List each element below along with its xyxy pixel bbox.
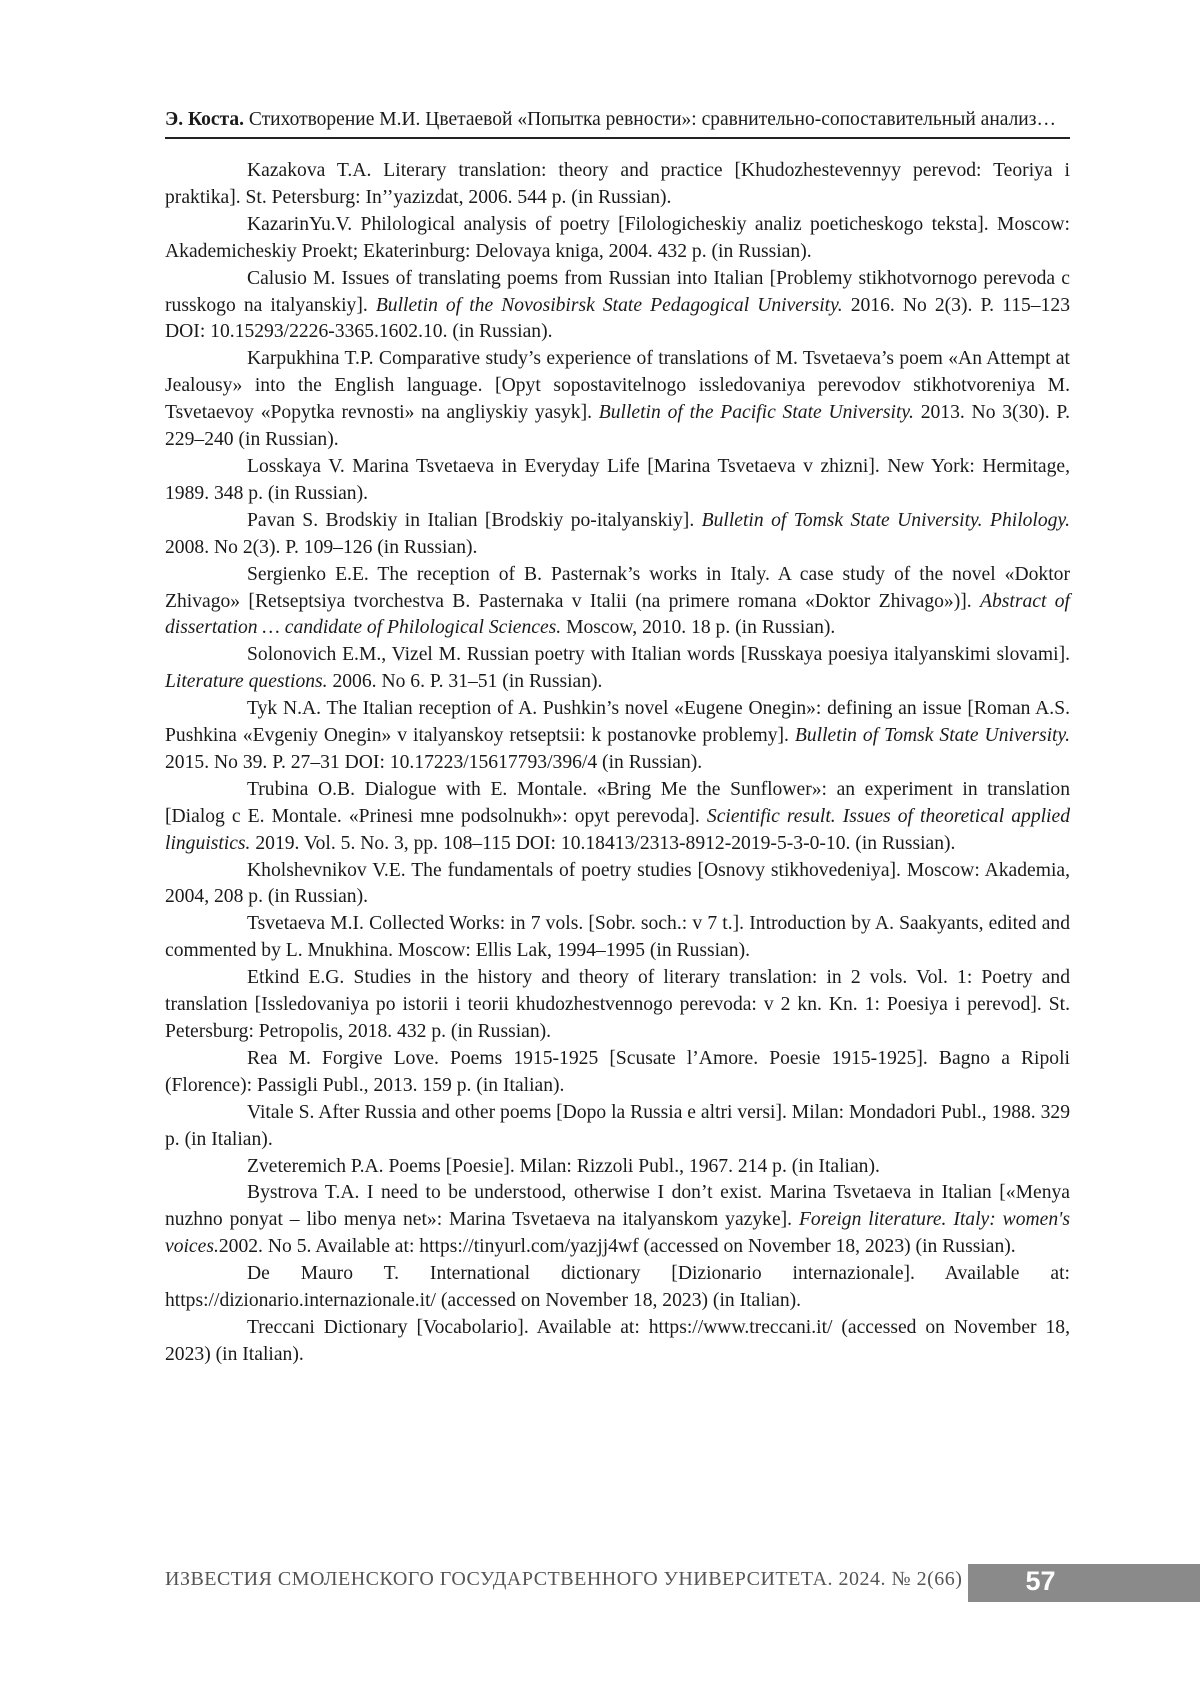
reference-entry [165,858,1070,912]
reference-list [165,158,1070,1369]
footer-journal-title: ИЗВЕСТИЯ СМОЛЕНСКОГО ГОСУДАРСТВЕННОГО УНИВЕРСИТЕТА. 2024. № 2(66) [165,1568,963,1590]
reference-text: 2002. No 5. Available at: https://tinyurl.com/yazjj4wf (accessed on November 18, 2023) (in Russian). [218,1236,1016,1258]
reference-text: 2019. Vol. 5. No. 3, pp. 108–115 DOI: 10.18413/2313-8912-2019-5-3-0-10. (in Russian). [250,832,956,854]
page-number-box [968,1564,1200,1602]
reference-text: Karpukhina T.P. Comparative study’s experience of translations of M. Tsvetaeva’s poem «An Attempt at Jealousy» into the English language. [Opyt sopostavitelnogo issledovaniya perevodov stikhotvoreniya M. Tsvetaevoy «Popytka revnosti» na angliyskiy yasyk]. [165,348,1070,424]
reference-source-title: Scientific result. Issues of theoretical applied linguistics. [165,805,1070,854]
reference-text: Calusio M. Issues of translating poems from Russian into Italian [Problemy stikhotvornogo perevoda c russkogo na italyanskiy]. [165,267,1070,316]
reference-entry [165,1180,1070,1261]
running-header [165,108,1070,139]
reference-text: Vitale S. After Russia and other poems [Dopo la Russia e altri versi]. Milan: Mondadori Publ., 1988. 329 p. (in Italian). [165,1101,1070,1150]
reference-entry [165,212,1070,266]
reference-text: Bystrova T.A. I need to be understood, otherwise I don’t exist. Marina Tsvetaeva in Italian [«Menya nuzhno ponyat – libo menya net»: Marina Tsvetaeva na italyanskom yazyke]. [165,1182,1070,1231]
reference-text: 2016. No 2(3). P. 115–123 DOI: 10.15293/2226-3365.1602.10. (in Russian). [165,294,1070,343]
reference-source-title: Bulletin of the Pacific State University. [598,402,914,424]
reference-entry [165,1315,1070,1369]
reference-entry [165,508,1070,562]
reference-entry [165,562,1070,643]
reference-text: Rea M. Forgive Love. Poems 1915-1925 [Scusate l’Amore. Poesie 1915-1925]. Bagno a Ripoli (Florence): Passigli Publ., 2013. 159 p. (in Italian). [165,1047,1070,1096]
header-title: Стихотворение М.И. Цветаевой «Попытка ревности»: сравнительно-сопоставительный анализ… [248,109,1056,130]
reference-text: Treccani Dictionary [Vocabolario]. Available at: https://www.treccani.it/ (accessed on November 18, 2023) (in Italian). [165,1316,1070,1365]
reference-text: Losskaya V. Marina Tsvetaeva in Everyday Life [Marina Tsvetaeva v zhizni]. New York: Hermitage, 1989. 348 p. (in Russian). [165,455,1070,504]
reference-text: Tsvetaeva M.I. Collected Works: in 7 vols. [Sobr. soch.: v 7 t.]. Introduction by A. Saakyants, edited and commented by L. Mnukhina. Moscow: Ellis Lak, 1994–1995 (in Russian). [165,913,1070,962]
reference-text: Zveteremich P.A. Poems [Poesie]. Milan: Rizzoli Publ., 1967. 214 p. (in Italian). [247,1155,880,1177]
reference-text: 2015. No 39. P. 27–31 DOI: 10.17223/15617793/396/4 (in Russian). [165,751,703,773]
reference-entry [165,1154,1070,1181]
reference-source-title: Literature questions. [165,671,328,693]
reference-entry [165,642,1070,696]
reference-source-title: Bulletin of Tomsk State University. Philology. [701,509,1070,531]
reference-entry [165,266,1070,347]
reference-text: De Mauro T. International dictionary [Dizionario internazionale]. Available at: https://dizionario.internazionale.it/ (accessed on November 18, 2023) (in Italian). [165,1263,1070,1312]
reference-text: Solonovich E.M., Vizel M. Russian poetry with Italian words [Russkaya poesiya italyanskimi slovami]. [247,644,1070,666]
reference-entry [165,1100,1070,1154]
reference-entry [165,158,1070,212]
reference-entry [165,965,1070,1046]
reference-text: 2006. No 6. P. 31–51 (in Russian). [327,671,603,693]
header-author: Э. Коста. [165,109,244,130]
reference-text: 2013. No 3(30). P. 229–240 (in Russian). [165,402,1070,451]
reference-text: Kazakova T.A. Literary translation: theory and practice [Khudozhestevennyy perevod: Teoriya i praktika]. St. Petersburg: In’’yazizdat, 2006. 544 p. (in Russian). [165,160,1070,208]
reference-entry [165,1046,1070,1100]
reference-entry [165,911,1070,965]
reference-text: 2008. No 2(3). P. 109–126 (in Russian). [165,536,478,558]
reference-source-title: Bulletin of the Novosibirsk State Pedagogical University. [375,294,843,316]
reference-text: Trubina O.B. Dialogue with E. Montale. «Bring Me the Sunflower»: an experiment in translation [Dialog c E. Montale. «Prinesi mne podsolnukh»: opyt perevoda]. [165,778,1070,827]
reference-text: KazarinYu.V. Philological analysis of poetry [Filologicheskiy analiz poeticheskogo teksta]. Moscow: Akademicheskiy Proekt; Ekaterinburg: Delovaya kniga, 2004. 432 p. (in Russian). [165,213,1070,262]
reference-entry [165,777,1070,858]
reference-text: Moscow, 2010. 18 p. (in Russian). [561,617,836,639]
reference-source-title: Foreign literature. Italy: women's voices. [165,1209,1070,1258]
reference-entry [165,1261,1070,1315]
reference-text: Kholshevnikov V.E. The fundamentals of poetry studies [Osnovy stikhovedeniya]. Moscow: Akademia, 2004, 208 p. (in Russian). [165,859,1070,908]
reference-entry [165,696,1070,777]
reference-text: Sergienko E.E. The reception of B. Pasternak’s works in Italy. A case study of the novel «Doktor Zhivago» [Retseptsiya tvorchestva B. Pasternaka v Italii (na primere romana «Doktor Zhivago»)]. [165,563,1070,612]
page-number: 57 [1025,1566,1056,1596]
reference-text: Pavan S. Brodskiy in Italian [Brodskiy po-italyanskiy]. [247,509,702,531]
reference-source-title: Abstract of dissertation … candidate of Philological Sciences. [165,590,1070,639]
reference-source-title: Bulletin of Tomsk State University. [794,725,1070,747]
reference-entry [165,346,1070,454]
reference-entry [165,454,1070,508]
reference-text: Tyk N.A. The Italian reception of A. Pushkin’s novel «Eugene Onegin»: defining an issue [Roman A.S. Pushkina «Evgeniy Onegin» v italyanskoy retseptsii: k postanovke problemy]. [165,698,1070,747]
reference-text: Etkind E.G. Studies in the history and theory of literary translation: in 2 vols. Vol. 1: Poetry and translation [Issledovaniya po istorii i teorii khudozhestvennogo perevoda: v 2 kn. Kn. 1: Poesiya i perevod]. St. Petersburg: Petropolis, 2018. 432 p. (in Russian). [165,967,1070,1042]
